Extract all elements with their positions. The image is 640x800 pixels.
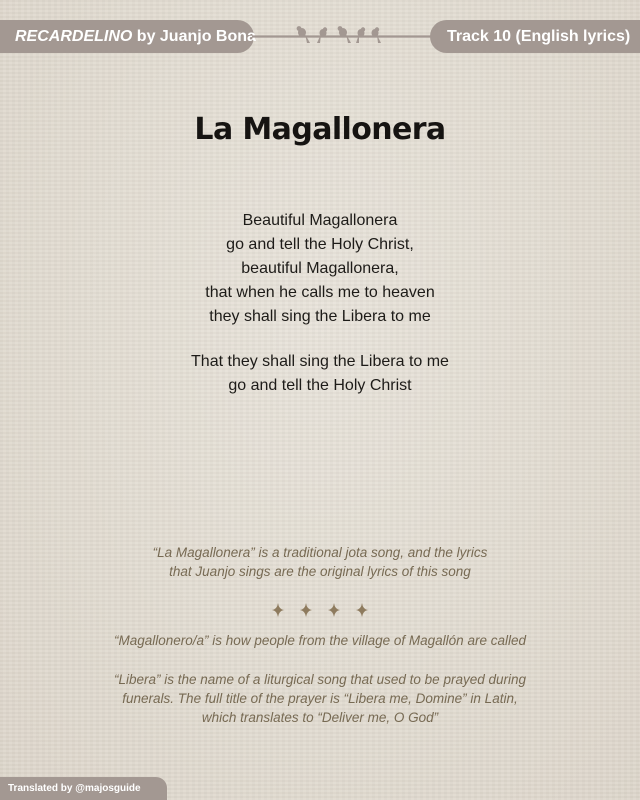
translator-credit: Translated by @majosguide xyxy=(0,777,167,800)
lyric-line: Beautiful Magallonera xyxy=(242,212,398,229)
sparkle-icon xyxy=(300,603,312,617)
lyric-line: beautiful Magallonera, xyxy=(241,260,399,277)
sparkle-icon xyxy=(328,603,340,617)
song-title: La Magallonera xyxy=(194,112,446,147)
star-divider xyxy=(0,603,640,617)
artist-byline: by Juanjo Bona xyxy=(132,28,256,45)
album-artist-pill xyxy=(0,20,254,53)
lyric-line: that when he calls me to heaven xyxy=(205,284,435,301)
note-line: “Magallonero/a” is how people from the village of Magallón are called xyxy=(114,633,526,648)
note-intro xyxy=(0,543,640,581)
note-line: that Juanjo sings are the original lyrics of this song xyxy=(169,564,471,579)
note-libera xyxy=(0,670,640,727)
birds-on-wire-icon xyxy=(252,22,432,52)
translator-notes xyxy=(0,543,640,727)
sparkle-icon xyxy=(272,603,284,617)
track-label: Track 10 (English lyrics) xyxy=(447,28,631,45)
lyric-line: go and tell the Holy Christ xyxy=(228,377,412,394)
lyric-line: go and tell the Holy Christ, xyxy=(226,236,414,253)
note-line: “La Magallonera” is a traditional jota song, and the lyrics xyxy=(152,545,488,560)
lyric-line: they shall sing the Libera to me xyxy=(209,308,431,325)
album-name: RECARDELINO xyxy=(15,28,133,45)
lyric-line: That they shall sing the Libera to me xyxy=(191,353,449,370)
lyrics-stanza-1 xyxy=(0,209,640,329)
note-line: “Libera” is the name of a liturgical song that used to be prayed during xyxy=(114,672,526,687)
track-pill xyxy=(430,20,640,53)
lyrics-stanza-2 xyxy=(0,350,640,398)
sparkle-icon xyxy=(356,603,368,617)
lyrics xyxy=(0,209,640,398)
note-line: which translates to “Deliver me, O God” xyxy=(201,710,439,725)
note-line: funerals. The full title of the prayer is “Libera me, Domine” in Latin, xyxy=(122,691,518,706)
note-magallonero xyxy=(0,631,640,650)
